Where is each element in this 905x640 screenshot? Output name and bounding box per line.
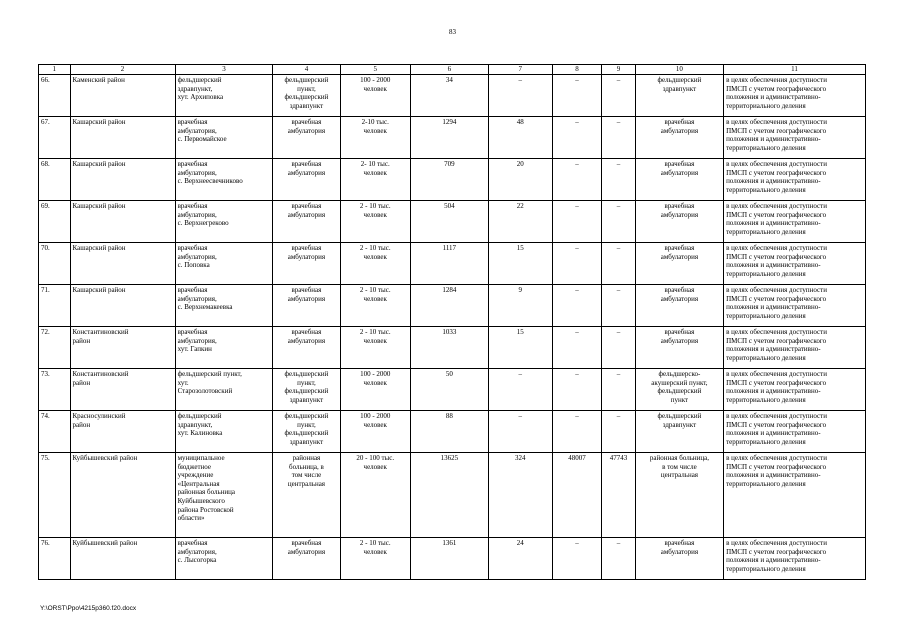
value-cell-7: 20 <box>488 159 552 201</box>
target-type-cell: фельдшерско- акушерский пункт, фельдшерский пункт <box>635 369 723 411</box>
justification-cell: в целях обеспечения доступности ПМСП с учетом географического положения и административно- территориального деления <box>724 201 866 243</box>
target-type-cell: районная больница, в том числе центральная <box>635 453 723 538</box>
district-cell: Куйбышевский район <box>70 538 175 580</box>
target-type-cell: фельдшерский здравпункт <box>635 75 723 117</box>
value-cell-8: – <box>552 327 601 369</box>
table-row <box>39 117 866 159</box>
target-type-cell: врачебная амбулатория <box>635 327 723 369</box>
facility-cell: фельдшерский пункт, хут. Старозолотовский <box>175 369 273 411</box>
value-cell-6: 1294 <box>410 117 488 159</box>
value-cell-7: 24 <box>488 538 552 580</box>
justification-cell: в целях обеспечения доступности ПМСП с учетом географического положения и административно- территориального деления <box>724 285 866 327</box>
facility-type-cell: районная больница, в том числе центральная <box>273 453 340 538</box>
value-cell-6: 34 <box>410 75 488 117</box>
column-header: 10 <box>635 65 723 75</box>
value-cell-9: – <box>602 117 636 159</box>
value-cell-9: – <box>602 369 636 411</box>
facility-cell: врачебная амбулатория, с. Верхнемакеевка <box>175 285 273 327</box>
value-cell-9: 47743 <box>602 453 636 538</box>
value-cell-7: 15 <box>488 327 552 369</box>
value-cell-8: – <box>552 243 601 285</box>
table-row <box>39 327 866 369</box>
value-cell-8: 48007 <box>552 453 601 538</box>
facility-type-cell: врачебная амбулатория <box>273 243 340 285</box>
value-cell-9: – <box>602 243 636 285</box>
district-cell: Красносулинский район <box>70 411 175 453</box>
value-cell-7: 9 <box>488 285 552 327</box>
value-cell-7: 22 <box>488 201 552 243</box>
table-row <box>39 453 866 538</box>
value-cell-9: – <box>602 327 636 369</box>
column-header: 2 <box>70 65 175 75</box>
district-cell: Кашарский район <box>70 201 175 243</box>
column-header: 4 <box>273 65 340 75</box>
district-cell: Константиновский район <box>70 327 175 369</box>
justification-cell: в целях обеспечения доступности ПМСП с учетом географического положения и административно- территориального деления <box>724 538 866 580</box>
facility-table <box>38 64 866 580</box>
target-type-cell: врачебная амбулатория <box>635 538 723 580</box>
row-number: 75. <box>39 453 71 538</box>
population-cell: 100 - 2000 человек <box>340 75 410 117</box>
value-cell-9: – <box>602 411 636 453</box>
population-cell: 2 - 10 тыс. человек <box>340 243 410 285</box>
facility-type-cell: врачебная амбулатория <box>273 285 340 327</box>
value-cell-6: 504 <box>410 201 488 243</box>
facility-type-cell: врачебная амбулатория <box>273 159 340 201</box>
value-cell-6: 50 <box>410 369 488 411</box>
population-cell: 2 - 10 тыс. человек <box>340 538 410 580</box>
target-type-cell: врачебная амбулатория <box>635 117 723 159</box>
facility-cell: врачебная амбулатория, с. Первомайское <box>175 117 273 159</box>
value-cell-7: – <box>488 411 552 453</box>
justification-cell: в целях обеспечения доступности ПМСП с учетом географического положения и административно- территориального деления <box>724 159 866 201</box>
population-cell: 100 - 2000 человек <box>340 411 410 453</box>
column-header: 11 <box>724 65 866 75</box>
value-cell-9: – <box>602 201 636 243</box>
table-row <box>39 538 866 580</box>
justification-cell: в целях обеспечения доступности ПМСП с учетом географического положения и административно- территориального деления <box>724 453 866 538</box>
facility-type-cell: врачебная амбулатория <box>273 201 340 243</box>
facility-type-cell: врачебная амбулатория <box>273 327 340 369</box>
row-number: 73. <box>39 369 71 411</box>
row-number: 69. <box>39 201 71 243</box>
table-row <box>39 243 866 285</box>
facility-cell: фельдшерский здравпункт, хут. Архиповка <box>175 75 273 117</box>
row-number: 70. <box>39 243 71 285</box>
column-header: 9 <box>602 65 636 75</box>
district-cell: Куйбышевский район <box>70 453 175 538</box>
row-number: 76. <box>39 538 71 580</box>
value-cell-6: 1117 <box>410 243 488 285</box>
target-type-cell: фельдшерский здравпункт <box>635 411 723 453</box>
value-cell-6: 1033 <box>410 327 488 369</box>
value-cell-7: – <box>488 75 552 117</box>
target-type-cell: врачебная амбулатория <box>635 201 723 243</box>
value-cell-7: 15 <box>488 243 552 285</box>
row-number: 66. <box>39 75 71 117</box>
facility-cell: врачебная амбулатория, с. Поповка <box>175 243 273 285</box>
value-cell-8: – <box>552 201 601 243</box>
population-cell: 2 - 10 тыс. человек <box>340 285 410 327</box>
table-row <box>39 159 866 201</box>
population-cell: 20 - 100 тыс. человек <box>340 453 410 538</box>
population-cell: 100 - 2000 человек <box>340 369 410 411</box>
value-cell-6: 13625 <box>410 453 488 538</box>
value-cell-8: – <box>552 369 601 411</box>
facility-type-cell: врачебная амбулатория <box>273 117 340 159</box>
facility-cell: врачебная амбулатория, с. Лысогорка <box>175 538 273 580</box>
facility-cell: врачебная амбулатория, хут. Гапкин <box>175 327 273 369</box>
row-number: 72. <box>39 327 71 369</box>
value-cell-7: – <box>488 369 552 411</box>
value-cell-8: – <box>552 159 601 201</box>
page-number: 83 <box>449 28 456 36</box>
target-type-cell: врачебная амбулатория <box>635 243 723 285</box>
column-header: 5 <box>340 65 410 75</box>
district-cell: Константиновский район <box>70 369 175 411</box>
justification-cell: в целях обеспечения доступности ПМСП с учетом географического положения и административно- территориального деления <box>724 369 866 411</box>
justification-cell: в целях обеспечения доступности ПМСП с учетом географического положения и административно- территориального деления <box>724 411 866 453</box>
value-cell-8: – <box>552 75 601 117</box>
value-cell-7: 324 <box>488 453 552 538</box>
value-cell-8: – <box>552 411 601 453</box>
table-row <box>39 75 866 117</box>
value-cell-8: – <box>552 285 601 327</box>
value-cell-9: – <box>602 75 636 117</box>
value-cell-6: 88 <box>410 411 488 453</box>
row-number: 67. <box>39 117 71 159</box>
column-header: 1 <box>39 65 71 75</box>
facility-type-cell: фельдшерский пункт, фельдшерский здравпункт <box>273 75 340 117</box>
justification-cell: в целях обеспечения доступности ПМСП с учетом географического положения и административно- территориального деления <box>724 117 866 159</box>
table-row <box>39 285 866 327</box>
column-header-row <box>39 65 866 75</box>
district-cell: Каменский район <box>70 75 175 117</box>
facility-cell: врачебная амбулатория, с. Верхнегреково <box>175 201 273 243</box>
justification-cell: в целях обеспечения доступности ПМСП с учетом географического положения и административно- территориального деления <box>724 75 866 117</box>
row-number: 74. <box>39 411 71 453</box>
district-cell: Кашарский район <box>70 159 175 201</box>
row-number: 68. <box>39 159 71 201</box>
district-cell: Кашарский район <box>70 285 175 327</box>
column-header: 8 <box>552 65 601 75</box>
population-cell: 2 - 10 тыс. человек <box>340 201 410 243</box>
column-header: 6 <box>410 65 488 75</box>
district-cell: Кашарский район <box>70 243 175 285</box>
justification-cell: в целях обеспечения доступности ПМСП с учетом географического положения и административно- территориального деления <box>724 243 866 285</box>
facility-type-cell: фельдшерский пункт, фельдшерский здравпункт <box>273 369 340 411</box>
value-cell-7: 48 <box>488 117 552 159</box>
target-type-cell: врачебная амбулатория <box>635 285 723 327</box>
target-type-cell: врачебная амбулатория <box>635 159 723 201</box>
table-row <box>39 369 866 411</box>
value-cell-6: 1284 <box>410 285 488 327</box>
value-cell-6: 709 <box>410 159 488 201</box>
value-cell-9: – <box>602 285 636 327</box>
value-cell-8: – <box>552 117 601 159</box>
table-row <box>39 201 866 243</box>
facility-type-cell: фельдшерский пункт, фельдшерский здравпункт <box>273 411 340 453</box>
facility-type-cell: врачебная амбулатория <box>273 538 340 580</box>
value-cell-6: 1361 <box>410 538 488 580</box>
population-cell: 2-10 тыс. человек <box>340 117 410 159</box>
district-cell: Кашарский район <box>70 117 175 159</box>
facility-cell: врачебная амбулатория, с. Верхнеесвечниково <box>175 159 273 201</box>
value-cell-9: – <box>602 159 636 201</box>
facility-cell: муниципальное бюджетное учреждение «Центральная районная больница Куйбышевского района Ростовской области» <box>175 453 273 538</box>
population-cell: 2- 10 тыс. человек <box>340 159 410 201</box>
column-header: 7 <box>488 65 552 75</box>
population-cell: 2 - 10 тыс. человек <box>340 327 410 369</box>
facility-cell: фельдшерский здравпункт, хут. Калиновка <box>175 411 273 453</box>
column-header: 3 <box>175 65 273 75</box>
justification-cell: в целях обеспечения доступности ПМСП с учетом географического положения и административно- территориального деления <box>724 327 866 369</box>
value-cell-8: – <box>552 538 601 580</box>
value-cell-9: – <box>602 538 636 580</box>
document-path: Y:\ORST\Ppo\4215p360.f20.docx <box>40 605 137 612</box>
row-number: 71. <box>39 285 71 327</box>
table-row <box>39 411 866 453</box>
